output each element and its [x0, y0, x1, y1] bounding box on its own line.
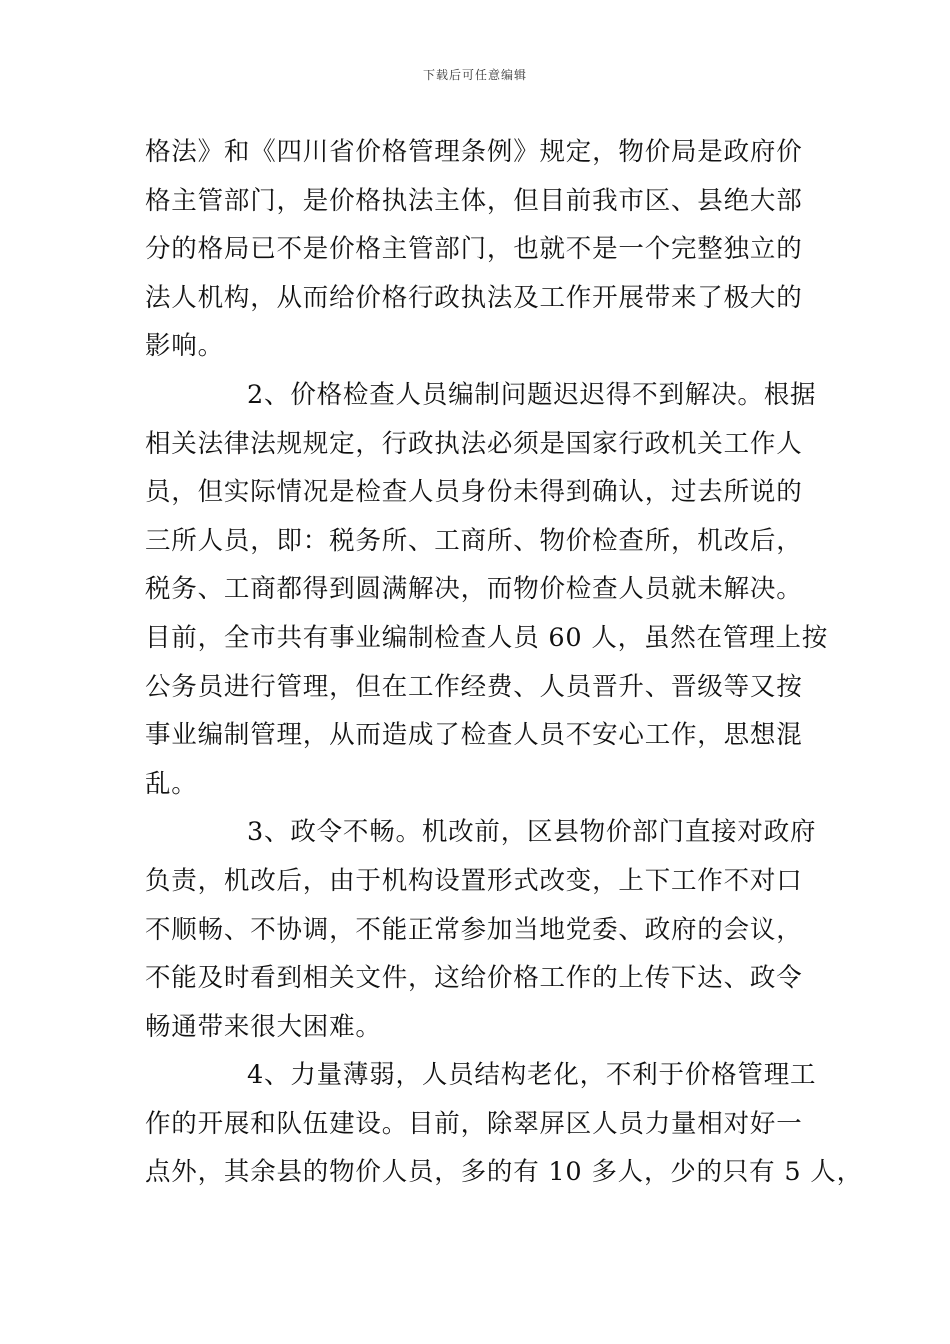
- text-line: 负责，机改后，由于机构设置形式改变，上下工作不对口: [145, 865, 803, 896]
- text-line: 不能及时看到相关文件，这给价格工作的上传下达、政令: [145, 963, 803, 994]
- text-line: 事业编制管理，从而造成了检查人员不安心工作，思想混: [145, 720, 803, 751]
- text-line: 公务员进行管理，但在工作经费、人员晋升、晋级等又按: [145, 671, 803, 702]
- text-line: 影响。: [145, 331, 224, 362]
- text-line: 乱。: [145, 768, 198, 799]
- text-line: 格主管部门，是价格执法主体，但目前我市区、县绝大部: [145, 185, 803, 216]
- text-line: 畅通带来很大困难。: [145, 1011, 382, 1042]
- text-line: 分的格局已不是价格主管部门，也就不是一个完整独立的: [145, 234, 803, 265]
- text-line: 不顺畅、不协调，不能正常参加当地党委、政府的会议，: [145, 914, 803, 945]
- text-line: 格法》和《四川省价格管理条例》规定，物价局是政府价: [145, 137, 803, 167]
- text-line: 相关法律法规规定，行政执法必须是国家行政机关工作人: [145, 428, 803, 459]
- text-line: 法人机构，从而给价格行政执法及工作开展带来了极大的: [145, 282, 803, 313]
- paragraph-first-line: 3、政令不畅。机改前，区县物价部门直接对政府: [247, 817, 817, 848]
- page-header: 下载后可任意编辑: [422, 68, 527, 82]
- text-line: 作的开展和队伍建设。目前，除翠屏区人员力量相对好一: [145, 1108, 803, 1139]
- paragraph-first-line: 4、力量薄弱，人员结构老化，不利于价格管理工: [247, 1060, 817, 1091]
- paragraph-first-line: 2、价格检查人员编制问题迟迟得不到解决。根据: [247, 379, 817, 410]
- text-line: 点外，其余县的物价人员，多的有 10 多人，少的只有 5 人，: [145, 1157, 863, 1188]
- text-line: 税务、工商都得到圆满解决，而物价检查人员就未解决。: [145, 574, 803, 605]
- text-line: 员，但实际情况是检查人员身份未得到确认，过去所说的: [145, 477, 803, 508]
- document-body: [145, 128, 863, 1197]
- text-line: 目前，全市共有事业编制检查人员 60 人，虽然在管理上按: [145, 622, 829, 653]
- text-line: 三所人员，即：税务所、工商所、物价检查所，机改后，: [145, 525, 803, 556]
